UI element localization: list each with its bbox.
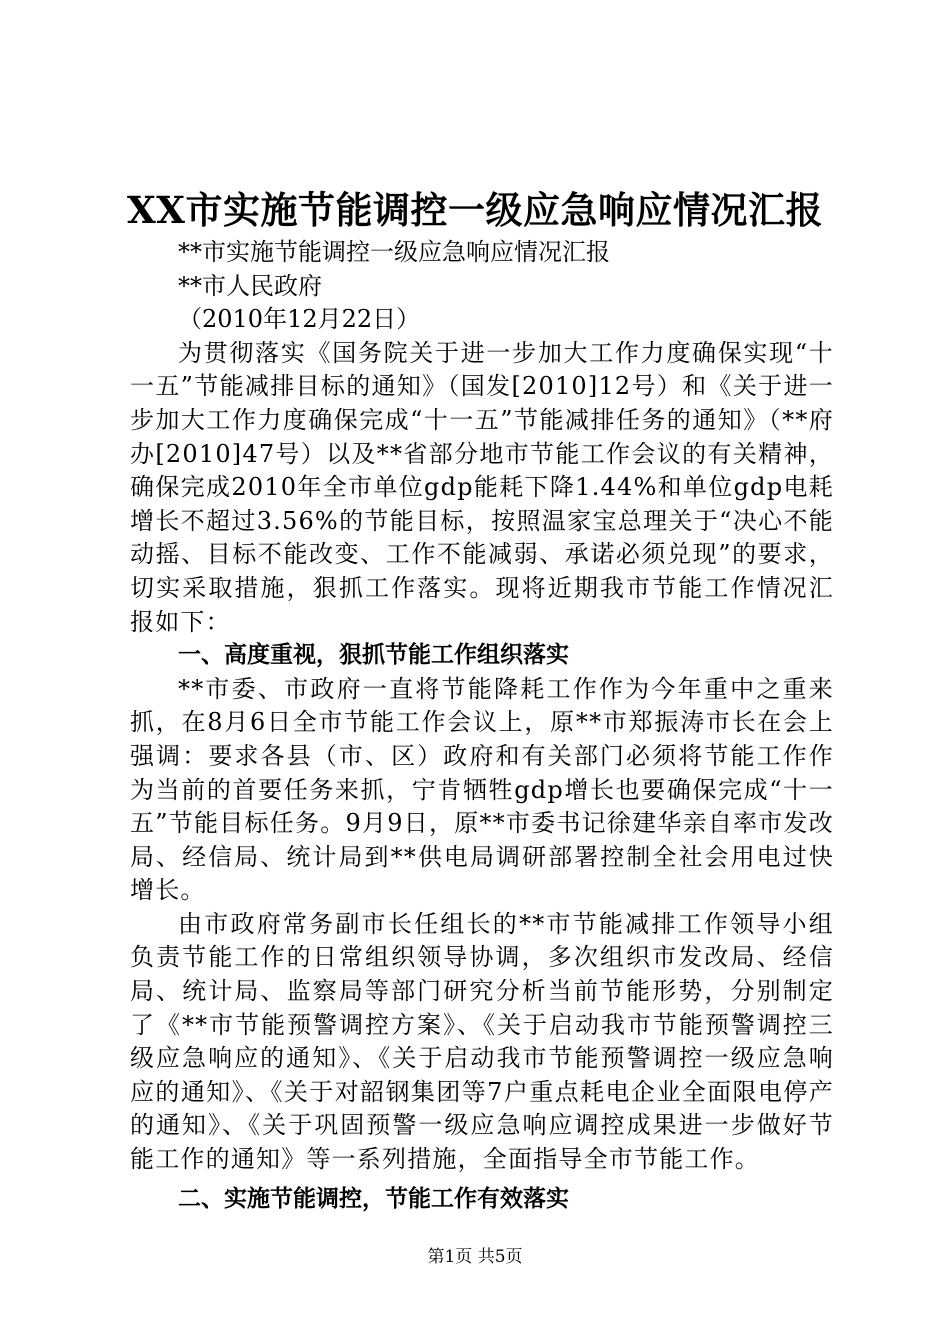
section-heading-1: 一、高度重视，狠抓节能工作组织落实	[178, 642, 569, 669]
document-subtitle: **市实施节能调控一级应急响应情况汇报	[178, 238, 610, 266]
section1-paragraph-2: 由市政府常务副市长任组长的**市节能减排工作领导小组负责节能工作的日常组织领导协调，多次组织市发改局、经信局、统计局、监察局等部门研究分析当前节能形势，分别制定了《**市节能预警调控方案》、《关于启动我市节能预警调控三级应急响应的通知》、《关于启动我市节能预警调控一级应急响应的通知》、《关于对韶钢集团等7户重点耗电企业全面限电停产的通知》、《关于巩固预警一级应急响应调控成果进一步做好节能工作的通知》等一系列措施，全面指导全市节能工作。	[130, 909, 834, 1174]
document-title: XX市实施节能调控一级应急响应情况汇报	[127, 188, 823, 232]
document-body	[130, 236, 834, 1216]
issuer-line: **市人民政府	[178, 271, 322, 300]
section-heading-2: 二、实施节能调控，节能工作有效落实	[178, 1185, 569, 1212]
section1-paragraph-1: **市委、市政府一直将节能降耗工作作为今年重中之重来抓，在8月6日全市节能工作会议上，原**市郑振涛市长在会上强调：要求各县（市、区）政府和有关部门必须将节能工作作为当前的首要任务来抓，宁肯牺牲gdp增长也要确保完成“十一五”节能目标任务。9月9日，原**市委书记徐建华亲自率市发改局、经信局、统计局到**供电局调研部署控制全社会用电过快增长。	[130, 674, 834, 905]
date-line: （2010年12月22日）	[178, 305, 421, 334]
intro-paragraph: 为贯彻落实《国务院关于进一步加大工作力度确保实现“十一五”节能减排目标的通知》（国发[2010]12号）和《关于进一步加大工作力度确保完成“十一五”节能减排任务的通知》（**府办[2010]47号）以及**省部分地市节能工作会议的有关精神，确保完成2010年全市单位gdp能耗下降1.44%和单位gdp电耗增长不超过3.56%的节能目标，按照温家宝总理关于“决心不能动摇、目标不能改变、工作不能减弱、承诺必须兑现”的要求，切实采取措施，狠抓工作落实。现将近期我市节能工作情况汇报如下：	[130, 338, 834, 636]
page-number-footer: 第1页 共5页	[427, 1247, 523, 1267]
